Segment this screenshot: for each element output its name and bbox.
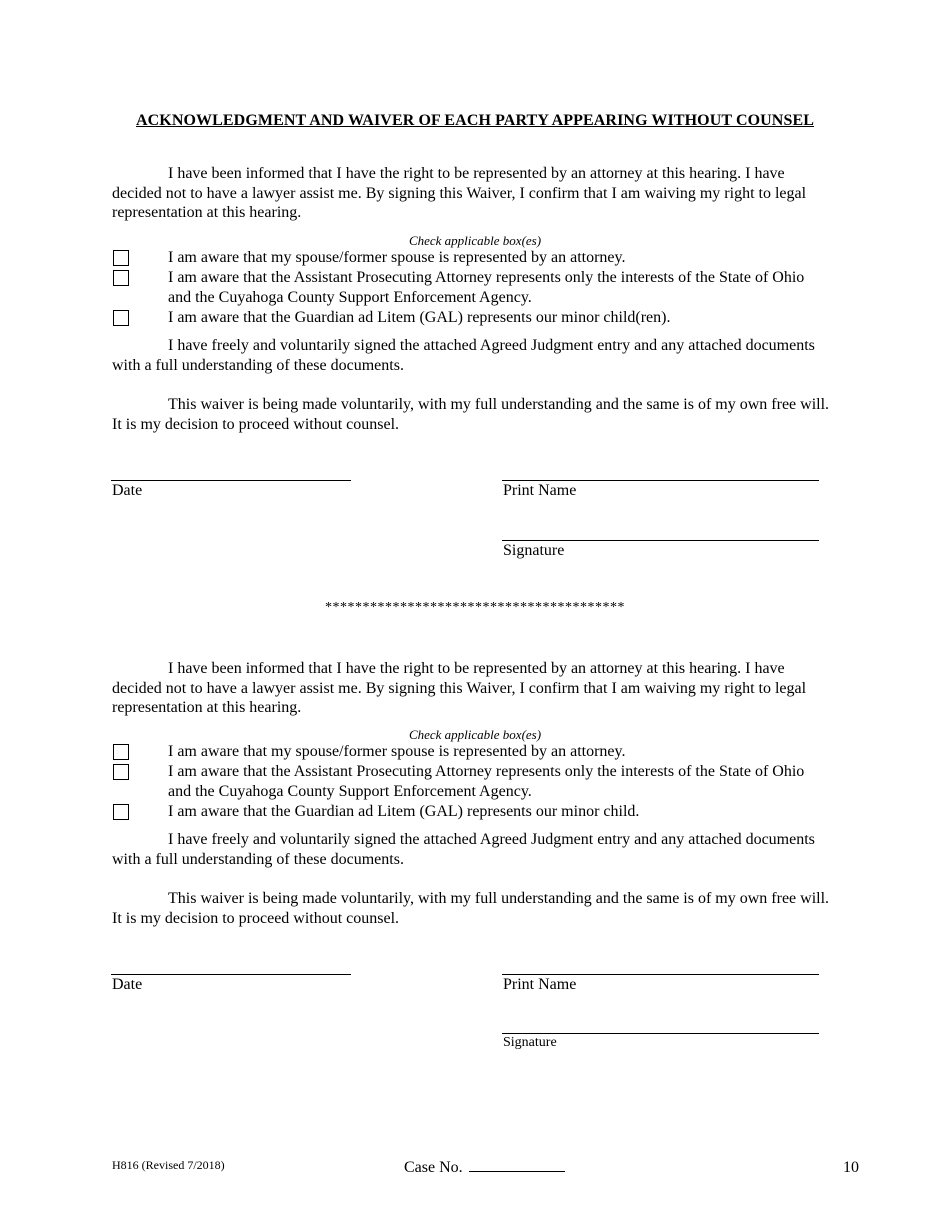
signed-text-2: I have freely and voluntarily signed the attached Agreed Judgment entry and any attached documents with a full understanding of these documents. (112, 831, 815, 868)
item-spouse-attorney-2: I am aware that my spouse/former spouse is represented by an attorney. (168, 743, 626, 760)
form-id: H816 (Revised 7/2018) (112, 1158, 225, 1172)
signature-label-1: Signature (503, 542, 565, 559)
check-instruction-2: Check applicable box(es) (408, 727, 542, 742)
date-line-1[interactable] (111, 480, 351, 481)
date-line-2[interactable] (111, 974, 351, 975)
checkbox-spouse-attorney-1[interactable] (113, 250, 129, 266)
item-prosecuting-attorney-1: I am aware that the Assistant Prosecuting Attorney represents only the interests of the State of Ohio and the Cuyahoga County Support Enforcement Agency. (168, 269, 805, 306)
voluntary-text-1: This waiver is being made voluntarily, with my full understanding and the same is of my own free will. It is my decision to proceed without counsel. (112, 396, 830, 433)
print-name-label-1: Print Name (503, 482, 577, 499)
print-name-line-2[interactable] (502, 974, 819, 975)
signature-label-2: Signature (503, 1035, 557, 1050)
checkbox-spouse-attorney-2[interactable] (113, 744, 129, 760)
intro-paragraph-2 (112, 659, 832, 718)
intro-text-1: I have been informed that I have the right to be represented by an attorney at this hearing. I have decided not to have a lawyer assist me. By signing this Waiver, I confirm that I am waiving my right to legal representation at this hearing. (112, 165, 807, 221)
case-number-line[interactable] (469, 1171, 565, 1172)
signed-statement-2 (112, 830, 832, 869)
page-number: 10 (843, 1159, 859, 1176)
date-label-2: Date (112, 976, 143, 993)
signed-statement-1 (112, 336, 832, 375)
checkbox-guardian-1[interactable] (113, 310, 129, 326)
document-title: ACKNOWLEDGMENT AND WAIVER OF EACH PARTY APPEARING WITHOUT COUNSEL (135, 112, 815, 129)
checkbox-guardian-2[interactable] (113, 804, 129, 820)
intro-text-2: I have been informed that I have the right to be represented by an attorney at this hearing. I have decided not to have a lawyer assist me. By signing this Waiver, I confirm that I am waiving my right to legal representation at this hearing. (112, 660, 807, 716)
item-guardian-1: I am aware that the Guardian ad Litem (GAL) represents our minor child(ren). (168, 309, 671, 326)
item-prosecuting-attorney-2: I am aware that the Assistant Prosecuting Attorney represents only the interests of the State of Ohio and the Cuyahoga County Support Enforcement Agency. (168, 763, 805, 800)
checkbox-prosecuting-attorney-1[interactable] (113, 270, 129, 286)
checkbox-prosecuting-attorney-2[interactable] (113, 764, 129, 780)
date-label-1: Date (112, 482, 143, 499)
signature-line-1[interactable] (502, 540, 819, 541)
print-name-label-2: Print Name (503, 976, 577, 993)
intro-paragraph-1 (112, 164, 832, 223)
signature-line-2[interactable] (502, 1033, 819, 1034)
section-separator: **************************************** (325, 600, 625, 615)
case-label-text: Case No. (404, 1159, 463, 1176)
voluntary-text-2: This waiver is being made voluntarily, with my full understanding and the same is of my own free will. It is my decision to proceed without counsel. (112, 890, 830, 927)
print-name-line-1[interactable] (502, 480, 819, 481)
voluntary-statement-2 (112, 889, 832, 928)
signed-text-1: I have freely and voluntarily signed the attached Agreed Judgment entry and any attached documents with a full understanding of these documents. (112, 337, 815, 374)
item-spouse-attorney-1: I am aware that my spouse/former spouse is represented by an attorney. (168, 249, 626, 266)
voluntary-statement-1 (112, 395, 832, 434)
case-number-label (404, 1159, 463, 1177)
item-guardian-2: I am aware that the Guardian ad Litem (GAL) represents our minor child. (168, 803, 640, 820)
check-instruction-1: Check applicable box(es) (408, 233, 542, 248)
